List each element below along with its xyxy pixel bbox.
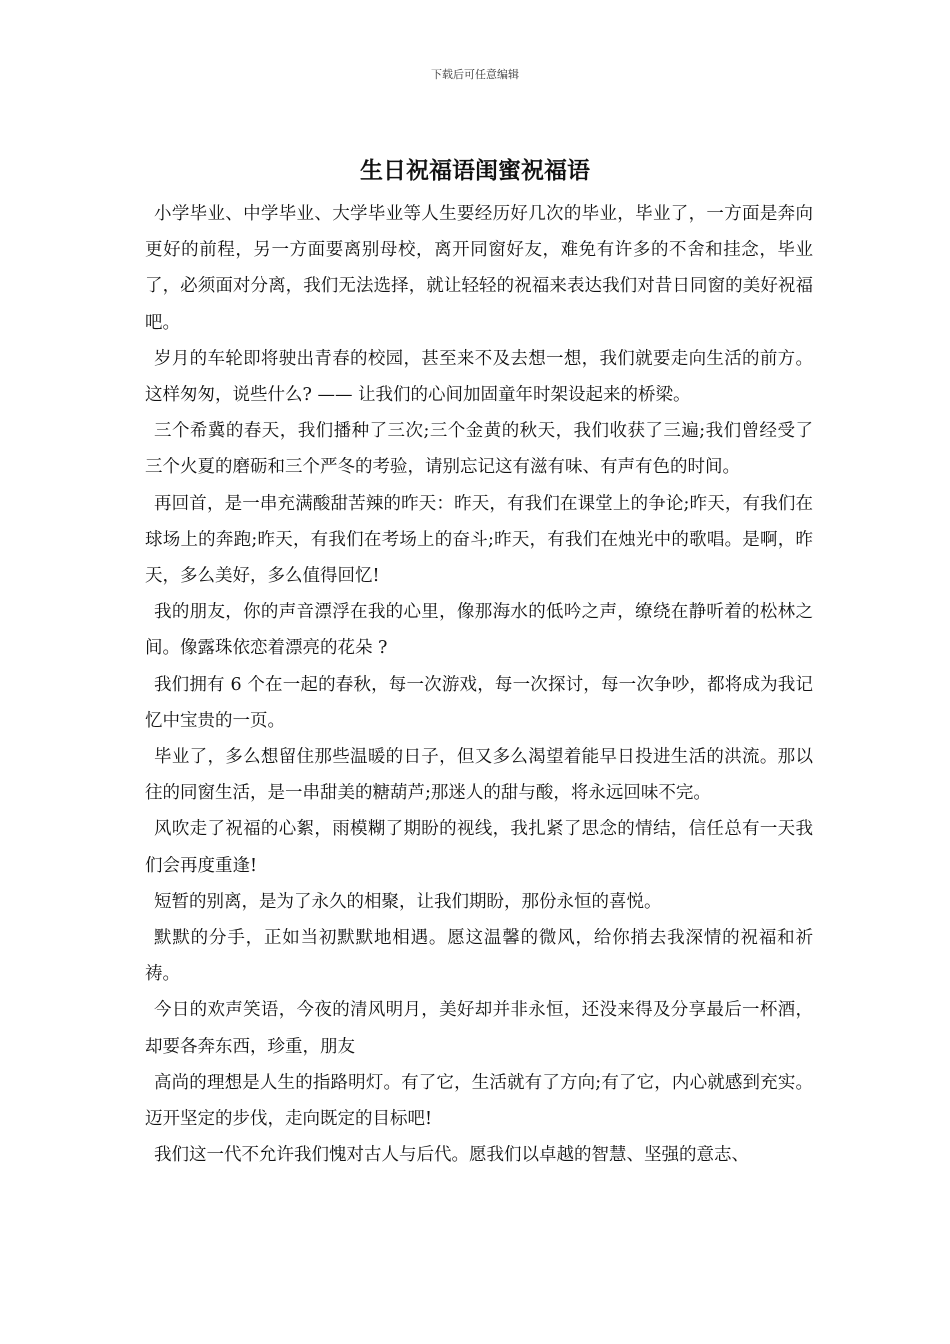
paragraph: 毕业了，多么想留住那些温暖的日子，但又多么渴望着能早日投进生活的洪流。那以往的同窗生活，是一串甜美的糖葫芦;那迷人的甜与酸，将永远回味不完。 — [145, 747, 813, 804]
paragraph: 我们拥有 6 个在一起的春秋，每一次游戏，每一次探讨，每一次争吵，都将成为我记忆中宝贵的一页。 — [145, 674, 813, 731]
paragraph: 短暂的别离，是为了永久的相聚，让我们期盼，那份永恒的喜悦。 — [154, 891, 662, 912]
paragraph: 高尚的理想是人生的指路明灯。有了它，生活就有了方向;有了它，内心就感到充实。迈开坚定的步伐，走向既定的目标吧! — [145, 1072, 813, 1130]
paragraph: 岁月的车轮即将驶出青春的校园，甚至来不及去想一想，我们就要走向生活的前方。这样匆匆，说些什么? —— 让我们的心间加固童年时架设起来的桥梁。 — [145, 348, 813, 406]
paragraph: 今日的欢声笑语，今夜的清风明月，美好却并非永恒，还没来得及分享最后一杯酒，却要各奔东西，珍重，朋友 — [145, 1000, 813, 1057]
document-body — [145, 196, 813, 1173]
document-title: 生日祝福语闺蜜祝福语 — [360, 158, 590, 184]
paragraph: 风吹走了祝福的心絮，雨模糊了期盼的视线，我扎紧了思念的情结，信任总有一天我们会再度重逢! — [145, 819, 813, 876]
header-note: 下载后可任意编辑 — [431, 68, 519, 81]
paragraph: 三个希冀的春天，我们播种了三次;三个金黄的秋天，我们收获了三遍;我们曾经受了三个火夏的磨砺和三个严冬的考验，请别忘记这有滋有味、有声有色的时间。 — [145, 421, 813, 478]
paragraph: 小学毕业、中学毕业、大学毕业等人生要经历好几次的毕业，毕业了，一方面是奔向更好的前程，另一方面要离别母校，离开同窗好友，难免有许多的不舍和挂念，毕业了，必须面对分离，我们无法选择，就让轻轻的祝福来表达我们对昔日同窗的美好祝福吧。 — [145, 204, 813, 333]
paragraph: 我的朋友，你的声音漂浮在我的心里，像那海水的低吟之声，缭绕在静听着的松林之间。像露珠依恋着漂亮的花朵 ? — [145, 602, 813, 659]
paragraph: 再回首，是一串充满酸甜苦辣的昨天：昨天，有我们在课堂上的争论;昨天，有我们在球场上的奔跑;昨天，有我们在考场上的奋斗;昨天，有我们在烛光中的歌唱。是啊，昨天，多么美好，多么值得回忆! — [145, 493, 813, 587]
paragraph: 我们这一代不允许我们愧对古人与后代。愿我们以卓越的智慧、坚强的意志、 — [154, 1145, 749, 1166]
paragraph: 默默的分手，正如当初默默地相遇。愿这温馨的微风，给你捎去我深情的祝福和祈祷。 — [145, 928, 813, 985]
